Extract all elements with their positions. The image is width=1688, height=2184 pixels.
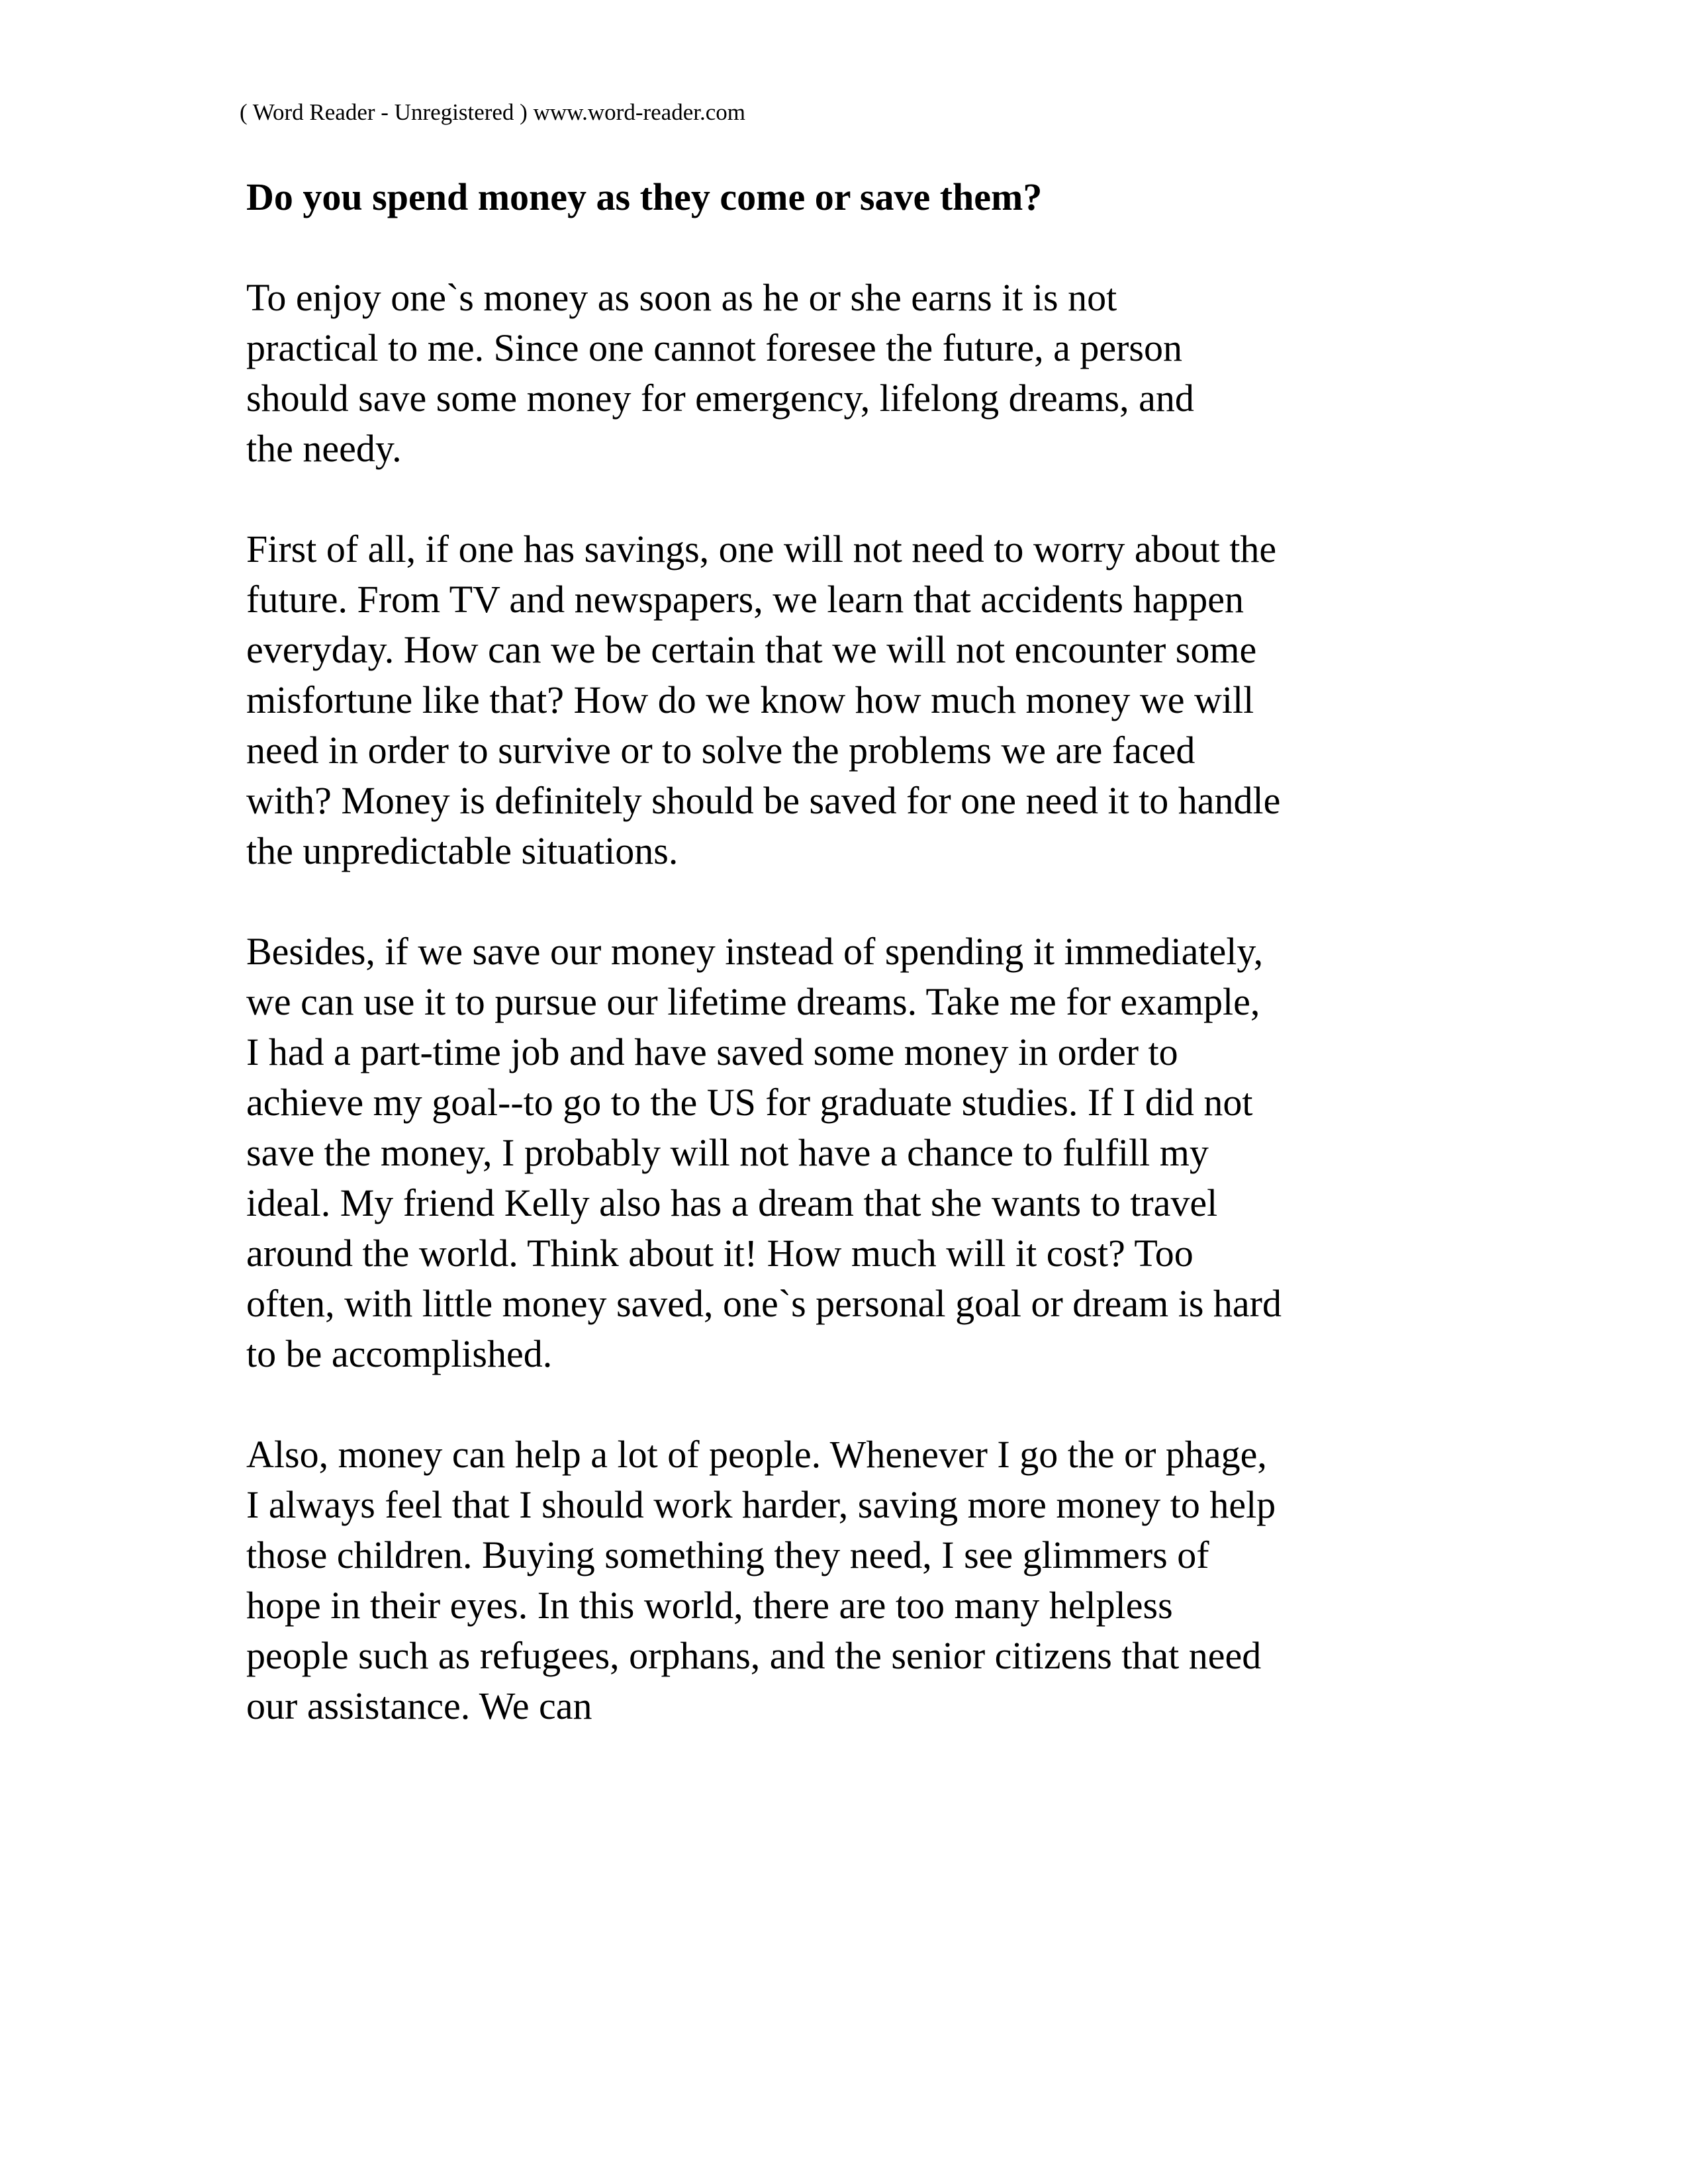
text-line: save the money, I probably will not have a chance to fulfill my <box>246 1131 1209 1174</box>
text-line: the needy. <box>246 427 402 470</box>
text-line: hope in their eyes. In this world, there are too many helpless <box>246 1584 1173 1627</box>
text-line: ideal. My friend Kelly also has a dream that she wants to travel <box>246 1181 1218 1224</box>
paragraph-lifetime-dreams <box>246 927 1504 1379</box>
text-line: To enjoy one`s money as soon as he or she earns it is not <box>246 276 1117 319</box>
text-line: achieve my goal--to go to the US for graduate studies. If I did not <box>246 1081 1253 1124</box>
text-line: the unpredictable situations. <box>246 829 679 872</box>
text-line: Besides, if we save our money instead of spending it immediately, <box>246 930 1264 973</box>
text-line: Also, money can help a lot of people. Whenever I go the or phage, <box>246 1433 1267 1476</box>
text-line: we can use it to pursue our lifetime dreams. Take me for example, <box>246 980 1260 1023</box>
text-line: I had a part-time job and have saved some money in order to <box>246 1030 1178 1073</box>
text-line: misfortune like that? How do we know how much money we will <box>246 678 1254 721</box>
text-line: to be accomplished. <box>246 1332 553 1375</box>
text-line: practical to me. Since one cannot foresee the future, a person <box>246 326 1182 369</box>
text-line: future. From TV and newspapers, we learn that accidents happen <box>246 578 1244 621</box>
paragraph-intro <box>246 273 1504 474</box>
text-line: often, with little money saved, one`s personal goal or dream is hard <box>246 1282 1282 1325</box>
text-line: around the world. Think about it! How much will it cost? Too <box>246 1232 1194 1275</box>
paragraph-helping-people <box>246 1430 1504 1731</box>
text-line: with? Money is definitely should be saved for one need it to handle <box>246 779 1281 822</box>
text-line: those children. Buying something they need, I see glimmers of <box>246 1533 1209 1576</box>
text-line: people such as refugees, orphans, and the senior citizens that need <box>246 1634 1262 1677</box>
essay-title: Do you spend money as they come or save them? <box>246 175 1043 218</box>
text-line: everyday. How can we be certain that we will not encounter some <box>246 628 1257 671</box>
text-line: our assistance. We can <box>246 1684 592 1727</box>
text-line: I always feel that I should work harder, saving more money to help <box>246 1483 1276 1526</box>
text-line: need in order to survive or to solve the problems we are faced <box>246 729 1196 772</box>
essay-body <box>246 273 1504 1782</box>
watermark-header: ( Word Reader - Unregistered ) www.word-reader.com <box>240 99 745 125</box>
paragraph-savings-future <box>246 524 1504 876</box>
text-line: First of all, if one has savings, one will not need to worry about the <box>246 527 1277 570</box>
text-line: should save some money for emergency, lifelong dreams, and <box>246 377 1194 420</box>
